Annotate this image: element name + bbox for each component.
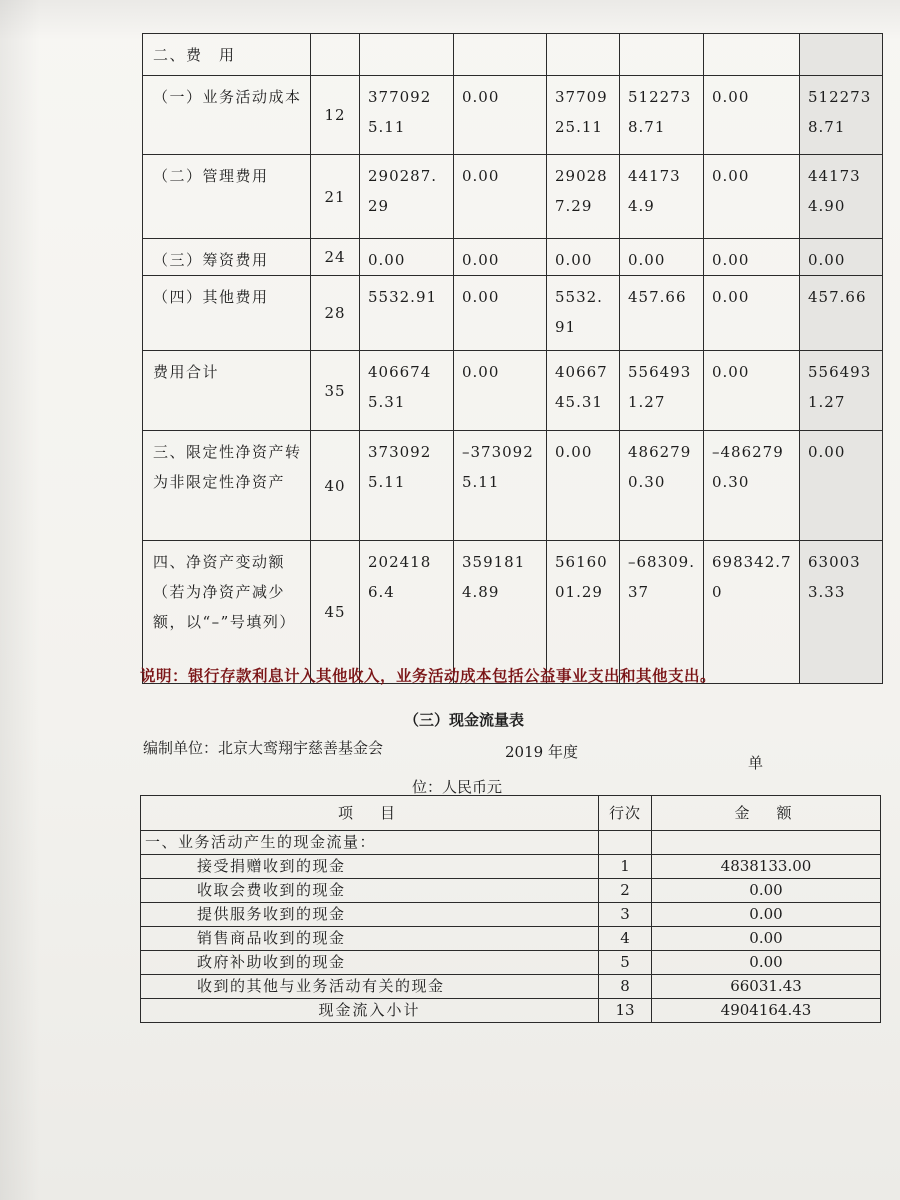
table-row <box>143 351 883 431</box>
table-header-row <box>141 796 881 831</box>
row-name: 二、费 用 <box>143 34 311 76</box>
activity-statement-table <box>142 33 883 684</box>
cell-value: 3770925.11 <box>360 76 454 155</box>
cashflow-title: （三）现金流量表 <box>404 711 525 729</box>
cell-value: 4862790.30 <box>620 431 704 541</box>
section-heading: 一、业务活动产生的现金流量： <box>141 831 599 855</box>
cell-value: –68309.37 <box>620 541 704 684</box>
row-amount: 4838133.00 <box>652 855 881 879</box>
row-line: 35 <box>311 351 360 431</box>
cell-value <box>620 34 704 76</box>
table-row <box>143 239 883 276</box>
row-item: 提供服务收到的现金 <box>141 903 599 927</box>
row-item: 收到的其他与业务活动有关的现金 <box>141 975 599 999</box>
cell-value: 5532.91 <box>547 276 620 351</box>
cell-value: 0.00 <box>704 351 800 431</box>
cell-value: –4862790.30 <box>704 431 800 541</box>
row-name: 费用合计 <box>143 351 311 431</box>
row-line <box>311 34 360 76</box>
cell-value <box>454 34 547 76</box>
cell-value: 5564931.27 <box>800 351 883 431</box>
row-line: 8 <box>599 975 652 999</box>
cell-value: 0.00 <box>454 351 547 431</box>
row-name: （一）业务活动成本 <box>143 76 311 155</box>
page-shadow-left <box>0 0 40 1200</box>
cell-value: 0.00 <box>547 431 620 541</box>
row-line: 28 <box>311 276 360 351</box>
subtotal-amount: 4904164.43 <box>652 999 881 1023</box>
cell-value: 0.00 <box>620 239 704 276</box>
cell-value: 5532.91 <box>360 276 454 351</box>
table-row <box>141 831 881 855</box>
row-name: 三、限定性净资产转为非限定性净资产 <box>143 431 311 541</box>
row-amount: 0.00 <box>652 927 881 951</box>
cell-value: 0.00 <box>800 431 883 541</box>
cell-value: 290287.29 <box>360 155 454 239</box>
row-item: 接受捐赠收到的现金 <box>141 855 599 879</box>
table-row <box>141 951 881 975</box>
table-row <box>141 855 881 879</box>
subtotal-row <box>141 999 881 1023</box>
row-name: （四）其他费用 <box>143 276 311 351</box>
cell-value: 5564931.27 <box>620 351 704 431</box>
row-item: 政府补助收到的现金 <box>141 951 599 975</box>
row-line: 2 <box>599 879 652 903</box>
header-line: 行次 <box>599 796 652 831</box>
row-item: 收取会费收到的现金 <box>141 879 599 903</box>
cell-value: 0.00 <box>704 76 800 155</box>
cell-value: 5122738.71 <box>800 76 883 155</box>
row-amount: 0.00 <box>652 879 881 903</box>
subtotal-line: 13 <box>599 999 652 1023</box>
cell-value: 2024186.4 <box>360 541 454 684</box>
row-line: 5 <box>599 951 652 975</box>
table-row <box>141 975 881 999</box>
row-line: 40 <box>311 431 360 541</box>
cell-value: 0.00 <box>454 76 547 155</box>
cell-value: 698342.70 <box>704 541 800 684</box>
cell-value: 457.66 <box>800 276 883 351</box>
cell-value: 0.00 <box>454 276 547 351</box>
cell-value: 0.00 <box>800 239 883 276</box>
row-item: 销售商品收到的现金 <box>141 927 599 951</box>
cell-value: 4066745.31 <box>547 351 620 431</box>
header-item: 项 目 <box>141 796 599 831</box>
cell-value: 0.00 <box>704 239 800 276</box>
explanation-note: 说明：银行存款利息计入其他收入，业务活动成本包括公益事业支出和其他支出。 <box>140 667 717 685</box>
cell-value: 5616001.29 <box>547 541 620 684</box>
cell-value: 290287.29 <box>547 155 620 239</box>
cell-value <box>547 34 620 76</box>
preparer-org: 编制单位：北京大鸾翔宇慈善基金会 <box>143 739 384 757</box>
currency-unit-label: 单 <box>748 754 764 772</box>
table-row <box>143 76 883 155</box>
row-line: 21 <box>311 155 360 239</box>
cell-value: 0.00 <box>454 155 547 239</box>
cell-value: 0.00 <box>454 239 547 276</box>
table-row <box>143 155 883 239</box>
cell-value: 0.00 <box>704 276 800 351</box>
row-amount: 0.00 <box>652 903 881 927</box>
subtotal-label: 现金流入小计 <box>141 999 599 1023</box>
row-line: 45 <box>311 541 360 684</box>
cell-value: 0.00 <box>547 239 620 276</box>
cell-value: 4066745.31 <box>360 351 454 431</box>
cell-value: 3730925.11 <box>360 431 454 541</box>
cell-value <box>800 34 883 76</box>
row-line: 1 <box>599 855 652 879</box>
report-year: 2019 年度 <box>505 743 578 761</box>
cell-value <box>360 34 454 76</box>
cell-value <box>704 34 800 76</box>
table-row <box>143 431 883 541</box>
table-row <box>143 276 883 351</box>
cell-value: 3591814.89 <box>454 541 547 684</box>
table-row <box>143 541 883 684</box>
row-name: （二）管理费用 <box>143 155 311 239</box>
cell-value: 630033.33 <box>800 541 883 684</box>
header-amount: 金 额 <box>652 796 881 831</box>
table-row <box>141 879 881 903</box>
cell-value: 441734.9 <box>620 155 704 239</box>
cell-value: 0.00 <box>360 239 454 276</box>
row-name: （三）筹资费用 <box>143 239 311 276</box>
table-row <box>141 903 881 927</box>
row-line: 24 <box>311 239 360 276</box>
table-row <box>143 34 883 76</box>
table-row <box>141 927 881 951</box>
cell-value: 0.00 <box>704 155 800 239</box>
row-name: 四、净资产变动额（若为净资产减少额，以“–”号填列） <box>143 541 311 684</box>
cell-value: –3730925.11 <box>454 431 547 541</box>
row-amount: 0.00 <box>652 951 881 975</box>
row-line: 4 <box>599 927 652 951</box>
row-amount: 66031.43 <box>652 975 881 999</box>
row-line: 12 <box>311 76 360 155</box>
cell-value: 441734.90 <box>800 155 883 239</box>
currency-unit: 位：人民币元 <box>412 778 503 796</box>
cell-value: 3770925.11 <box>547 76 620 155</box>
cell-value: 457.66 <box>620 276 704 351</box>
cell-value: 5122738.71 <box>620 76 704 155</box>
cashflow-table <box>140 795 881 1023</box>
row-line: 3 <box>599 903 652 927</box>
